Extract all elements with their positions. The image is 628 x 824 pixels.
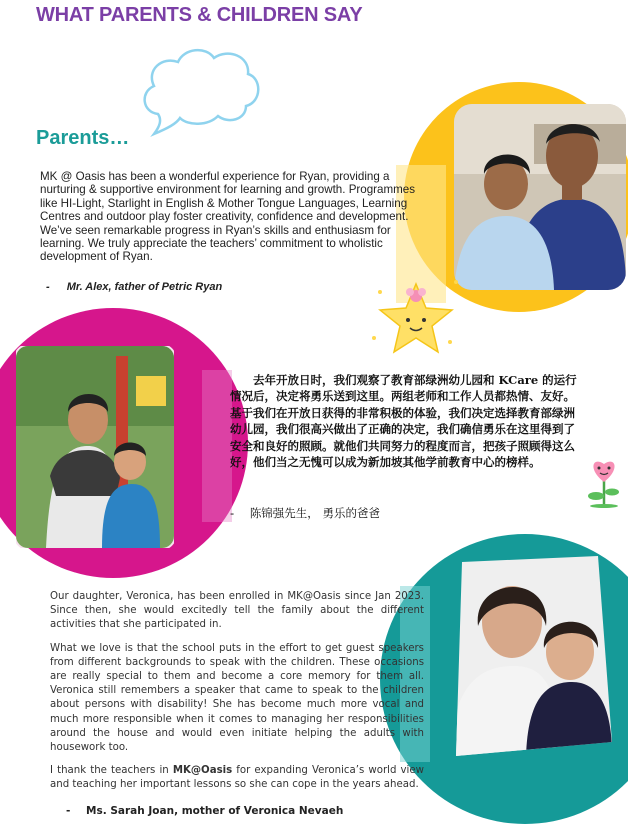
paragraph: What we love is that the school puts in the effort to get guest speakers from different backgrounds to speak with the children. These occasions are really special to them and become a core memory for them all. Veronica still remembers a speaker that came to speak to the children about persons with disability! She has become much more vocal and much more responsible when it comes to managing her responsibilities around the house and would even initiate helping the adults with housework too. <box>50 642 424 754</box>
photo-father-and-son-playground <box>16 346 174 548</box>
section-heading-parents: Parents… <box>36 127 130 149</box>
paragraph <box>50 764 424 792</box>
testimonial-veronica-text <box>50 590 424 802</box>
testimonial-chinese-signature <box>230 505 380 521</box>
text-segment: I thank the teachers in <box>50 765 173 777</box>
pink-overlay-strip <box>202 370 235 522</box>
star-character-icon <box>366 262 466 366</box>
paragraph: Our daughter, Veronica, has been enrolled in MK@Oasis since Jan 2023. Since then, she would excitedly tell the family about the different activities that she participated in. <box>50 591 424 631</box>
signature-dash: - <box>46 281 50 293</box>
photo-father-and-son <box>454 104 626 290</box>
testimonial-veronica-signature <box>66 805 343 817</box>
signature-name: Ms. Sarah Joan, mother of Veronica Nevaeh <box>86 805 344 817</box>
signature-dash: - <box>230 506 235 520</box>
flower-character-icon <box>584 452 624 508</box>
school-name: MK@Oasis <box>172 765 233 777</box>
text-segment: for expanding Veronica’s world view and teaching her important lessons so she can cope in the years ahead. <box>50 765 424 791</box>
testimonial-ryan-signature <box>46 281 222 293</box>
testimonial-ryan-text: MK @ Oasis has been a wonderful experience for Ryan, providing a nurturing & supportive environment for learning and growth. Programmes like HI-Light, Starlight in English & Mother Tongue Languages, Learning Centres and outdoor play foster creativity, confidence and development. We’ve seen remarkable progress in Ryan’s skills and enthusiasm for learning. We truly appreciate the teachers’ commitment to wholistic development of Ryan. <box>40 170 416 264</box>
photo-mother-and-daughter <box>448 556 612 756</box>
signature-name: Mr. Alex, father of Petric Ryan <box>66 281 223 293</box>
page-title: WHAT PARENTS & CHILDREN SAY <box>36 4 363 26</box>
signature-dash: - <box>66 805 71 817</box>
signature-name: 陈锦强先生， 勇乐的爸爸 <box>249 506 380 520</box>
speech-cloud-icon <box>138 44 264 140</box>
testimonial-chinese-text: 去年开放日时，我们观察了教育部绿洲幼儿园和 KCare 的运行情况后，决定将勇乐送到这里。两组老师和工作人员都热情、友好。基于我们在开放日获得的非常积极的体验，我们决定选择教育部绿洲幼儿园，我们很高兴做出了正确的决定，我们确信勇乐在这里得到了安全和良好的照顾。就他们共同努力的程度而言，把孩子照顾得这么好，他们当之无愧可以成为新加坡其他学前教育中心的榜样。 <box>230 373 577 470</box>
